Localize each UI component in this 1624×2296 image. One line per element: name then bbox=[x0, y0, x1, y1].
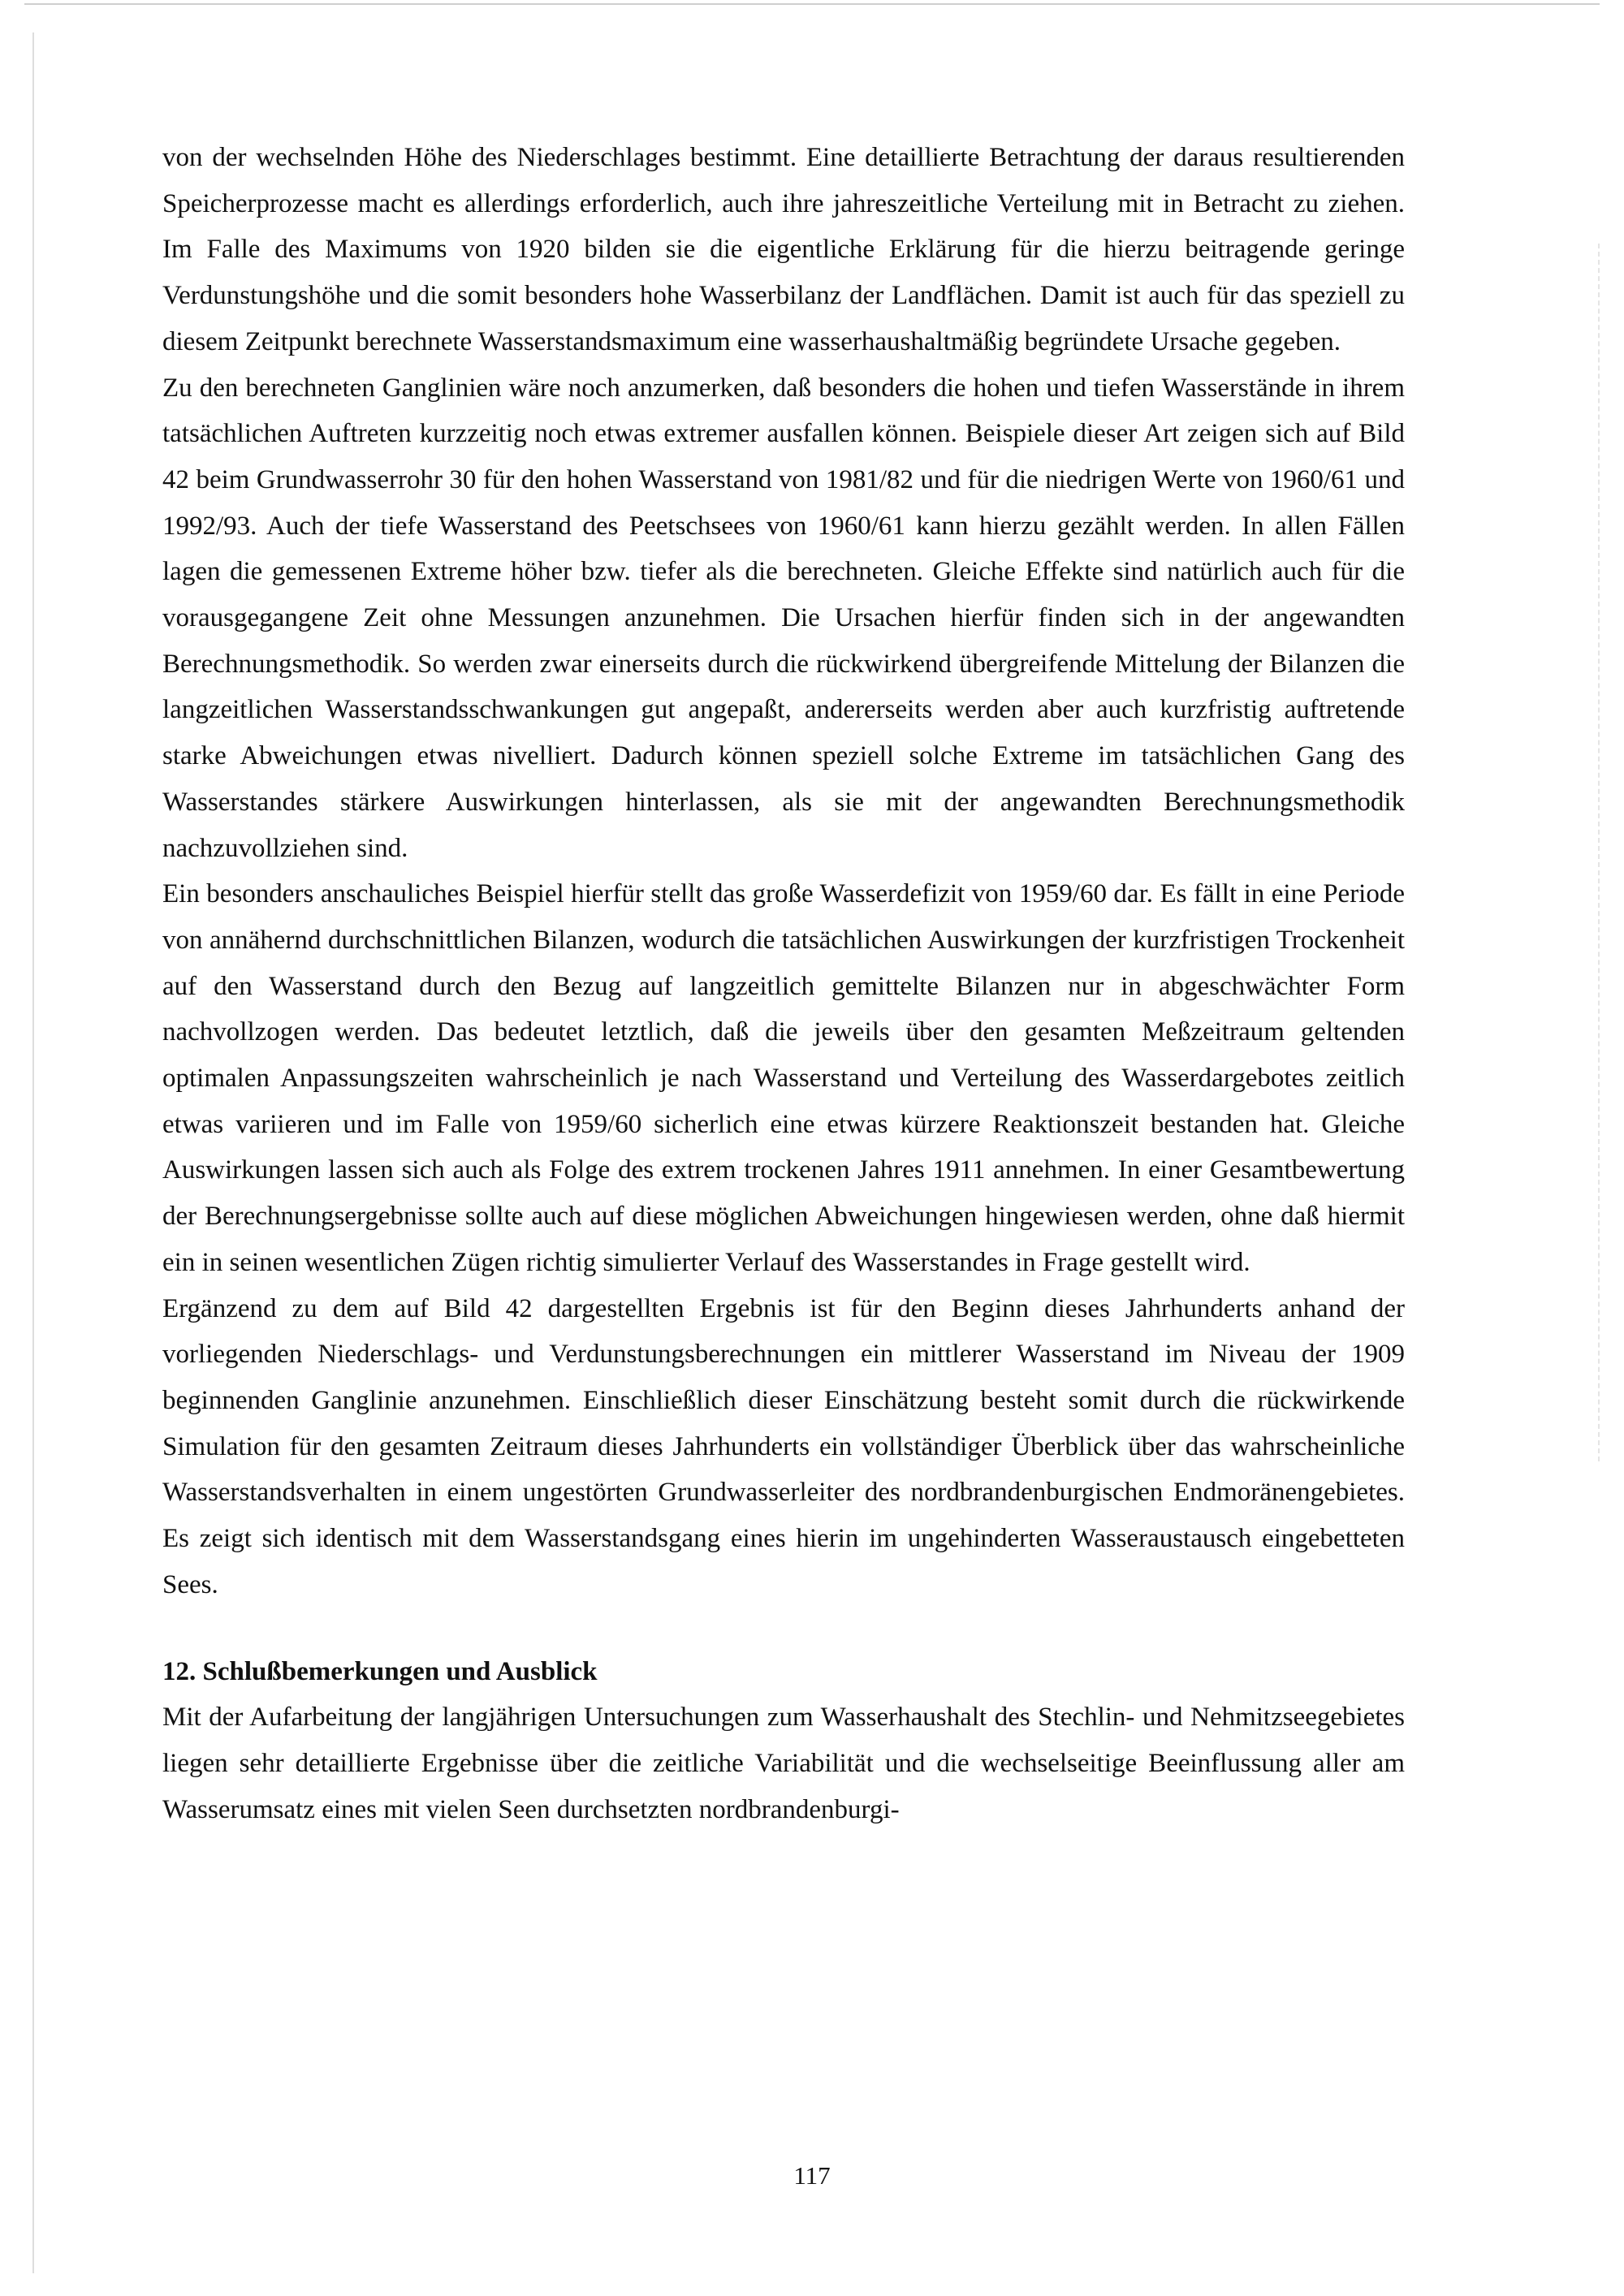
scan-edge-right bbox=[1598, 244, 1600, 1461]
paragraph-1: von der wechselnden Höhe des Niederschlages bestimmt. Eine detaillierte Betrachtung der daraus resultierenden Speicherprozesse macht es allerdings erforderlich, auch ihre jahreszeitliche Verteilung mit in Betracht zu ziehen. Im Falle des Maximums von 1920 bilden sie die eigentliche Erklärung für die hierzu beitragende geringe Verdunstungshöhe und die somit besonders hohe Wasserbilanz der Landflächen. Damit ist auch für das speziell zu diesem Zeitpunkt berechnete Wasserstandsmaximum eine wasserhaushaltmäßig begründete Ursache gegeben. bbox=[162, 143, 1405, 356]
section-heading: 12. Schlußbemerkungen und Ausblick bbox=[162, 1656, 598, 1686]
page-number: 117 bbox=[793, 2161, 831, 2190]
scan-edge-left bbox=[32, 32, 34, 2273]
paragraph-2: Zu den berechneten Ganglinien wäre noch anzumerken, daß besonders die hohen und tiefen Wasserstände in ihrem tatsächlichen Auftreten kurzzeitig noch etwas extremer ausfallen können. Beispiele dieser Art zeigen sich auf Bild 42 beim Grundwasserrohr 30 für den hohen Wasserstand von 1981/82 und für die niedrigen Werte von 1960/61 und 1992/93. Auch der tiefe Wasserstand des Peetschsees von 1960/61 kann hierzu gezählt werden. In allen Fällen lagen die gemessenen Extreme höher bzw. tiefer als die berechneten. Gleiche Effekte sind natürlich auch für die vorausgegangene Zeit ohne Messungen anzunehmen. Die Ursachen hierfür finden sich in der angewandten Berechnungsmethodik. So werden zwar einerseits durch die rückwirkend übergreifende Mittelung der Bilanzen die langzeitlichen Wasserstandsschwankungen gut angepaßt, andererseits werden aber auch kurzfristig auftretende starke Abweichungen etwas nivelliert. Dadurch können speziell solche Extreme im tatsächlichen Gang des Wasserstandes stärkere Auswirkungen hinterlassen, als sie mit der angewandten Berechnungsmethodik nachzuvollziehen sind. bbox=[162, 373, 1405, 863]
scan-edge-top bbox=[24, 3, 1600, 5]
paragraph-4: Ergänzend zu dem auf Bild 42 dargestellten Ergebnis ist für den Beginn dieses Jahrhunderts anhand der vorliegenden Niederschlags- und Verdunstungsberechnungen ein mittlerer Wasserstand im Niveau der 1909 beginnenden Ganglinie anzunehmen. Einschließlich dieser Einschätzung besteht somit durch die rückwirkende Simulation für den gesamten Zeitraum dieses Jahrhunderts ein vollständiger Überblick über das wahrscheinliche Wasserstandsverhalten in einem ungestörten Grundwasserleiter des nordbrandenburgischen Endmoränengebietes. Es zeigt sich identisch mit dem Wasserstandsgang eines hierin im ungehinderten Wasseraustausch eingebetteten Sees. bbox=[162, 1293, 1405, 1599]
page-body bbox=[162, 135, 1405, 1832]
section-paragraph: Mit der Aufarbeitung der langjährigen Untersuchungen zum Wasserhaushalt des Stechlin- und Nehmitzseegebietes liegen sehr detaillierte Ergebnisse über die zeitliche Variabilität und die wechselseitige Beeinflussung aller am Wasserumsatz eines mit vielen Seen durchsetzten nordbrandenburgi- bbox=[162, 1703, 1405, 1824]
paragraph-3: Ein besonders anschauliches Beispiel hierfür stellt das große Wasserdefizit von 1959/60 dar. Es fällt in eine Periode von annähernd durchschnittlichen Bilanzen, wodurch die tatsächlichen Auswirkungen der kurzfristigen Trockenheit auf den Wasserstand durch den Bezug auf langzeitlich gemittelte Bilanzen nur in abgeschwächter Form nachvollzogen werden. Das bedeutet letztlich, daß die jeweils über den gesamten Meßzeitraum geltenden optimalen Anpassungszeiten wahrscheinlich je nach Wasserstand und Verteilung des Wasserdargebotes zeitlich etwas variieren und im Falle von 1959/60 sicherlich eine etwas kürzere Reaktionszeit bestanden hat. Gleiche Auswirkungen lassen sich auch als Folge des extrem trockenen Jahres 1911 annehmen. In einer Gesamtbewertung der Berechnungsergebnisse sollte auch auf diese möglichen Abweichungen hingewiesen werden, ohne daß hiermit ein in seinen wesentlichen Zügen richtig simulierter Verlauf des Wasserstandes in Frage gestellt wird. bbox=[162, 879, 1405, 1277]
